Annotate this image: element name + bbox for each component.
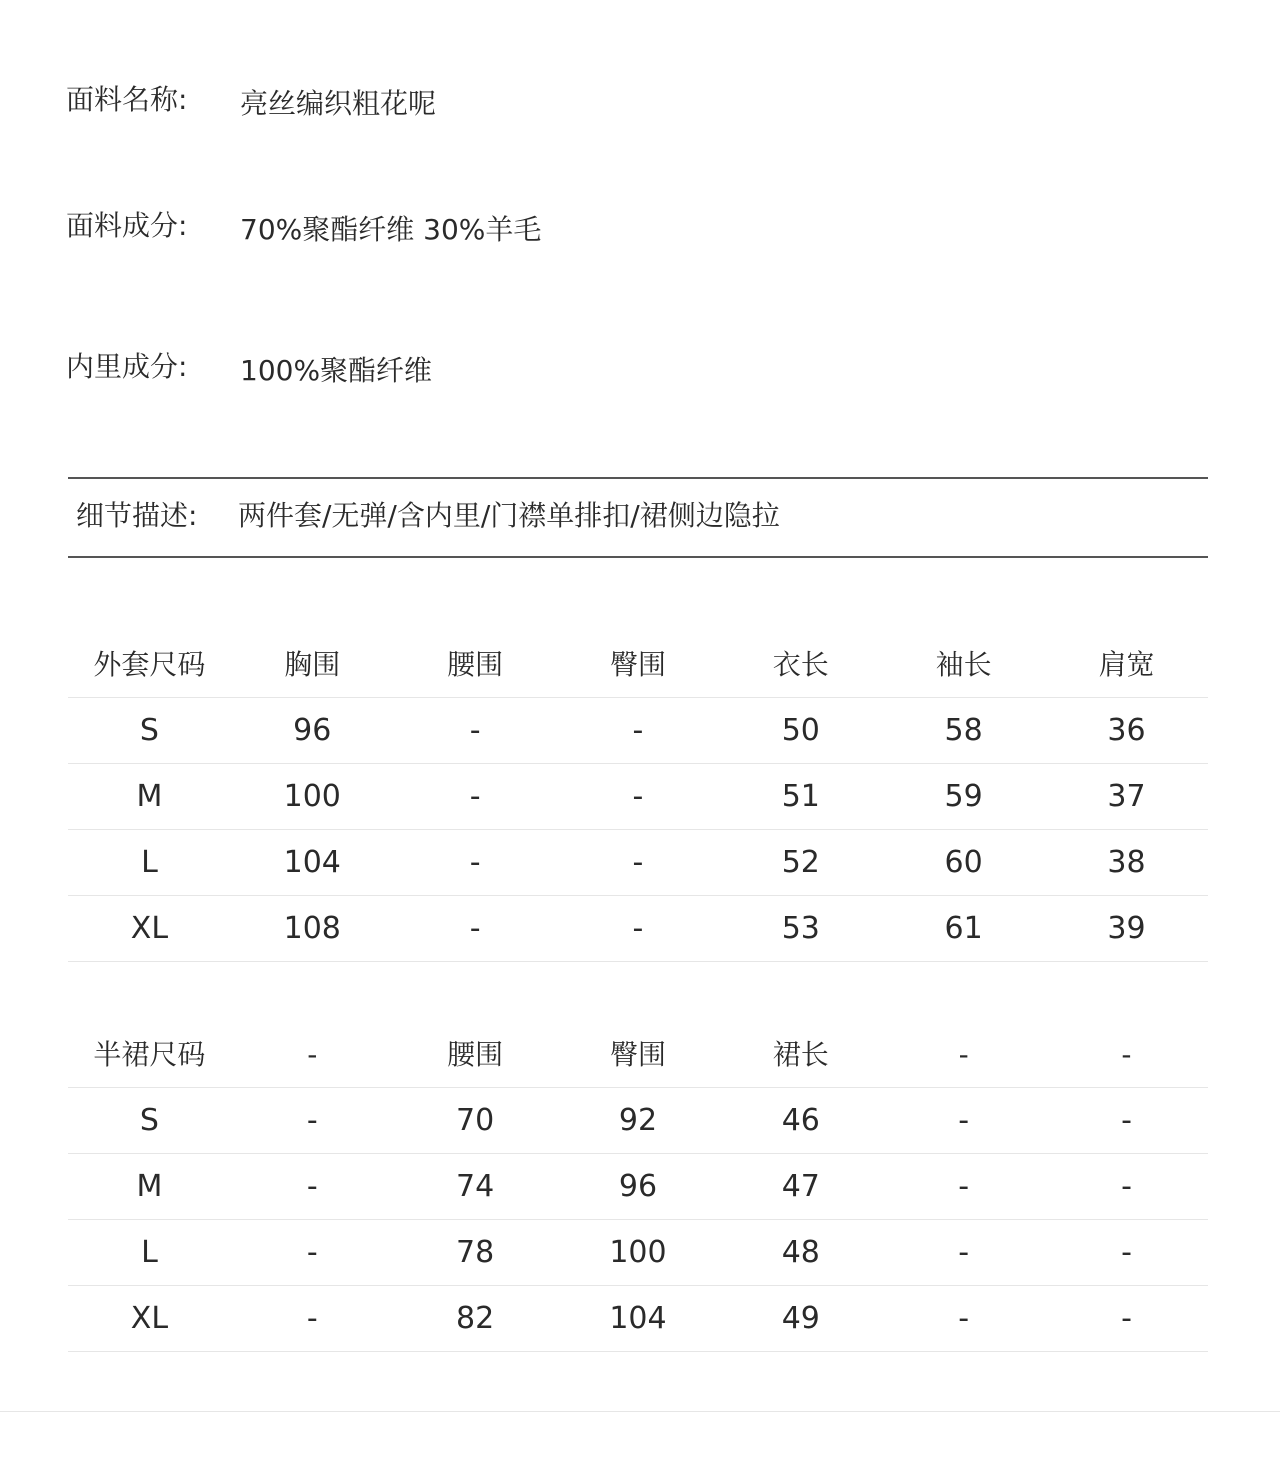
header-cell: 胸围 xyxy=(284,648,341,681)
table-cell: S xyxy=(139,713,159,748)
table-cell: - xyxy=(306,1301,318,1336)
table-cell: 100 xyxy=(609,1235,667,1270)
table-cell: L xyxy=(141,845,158,880)
table-cell: - xyxy=(958,1301,970,1336)
table-cell: 49 xyxy=(781,1301,820,1336)
table-cell: 104 xyxy=(609,1301,667,1336)
detail-top-divider xyxy=(68,477,1208,479)
fabric-composition-label: 面料成分: xyxy=(66,209,188,242)
lining-composition-label: 内里成分: xyxy=(66,350,188,383)
table-cell: - xyxy=(1121,1103,1132,1138)
table-cell: M xyxy=(136,1169,163,1204)
table-cell: 53 xyxy=(781,911,820,946)
table-cell: 70 xyxy=(456,1103,495,1138)
table-row xyxy=(68,1220,1208,1286)
header-cell: 外套尺码 xyxy=(93,648,206,681)
table-cell: 74 xyxy=(456,1169,495,1204)
skirt-size-table xyxy=(68,1022,1208,1352)
table-cell: 82 xyxy=(456,1301,495,1336)
table-cell: 61 xyxy=(944,911,983,946)
table-row xyxy=(68,1286,1208,1352)
detail-row xyxy=(0,496,1280,536)
table-cell: 47 xyxy=(781,1169,820,1204)
table-cell: - xyxy=(632,779,644,814)
table-cell: L xyxy=(141,1235,158,1270)
fabric-composition-row xyxy=(0,206,1280,246)
table-row xyxy=(68,698,1208,764)
table-cell: 37 xyxy=(1107,779,1146,814)
table-cell: 104 xyxy=(283,845,341,880)
table-cell: - xyxy=(469,845,481,880)
header-cell: - xyxy=(1121,1038,1132,1071)
table-cell: 38 xyxy=(1107,845,1146,880)
table-cell: - xyxy=(1121,1235,1132,1270)
header-cell: 臀围 xyxy=(609,648,666,681)
table-cell: 48 xyxy=(781,1235,820,1270)
table-cell: 52 xyxy=(781,845,820,880)
table-cell: - xyxy=(306,1103,318,1138)
table-cell: XL xyxy=(130,1301,169,1336)
header-cell: 肩宽 xyxy=(1098,648,1155,681)
table-cell: - xyxy=(958,1103,970,1138)
header-cell: 臀围 xyxy=(609,1038,666,1071)
table-cell: 92 xyxy=(618,1103,658,1138)
table-cell: - xyxy=(469,713,481,748)
table-cell: 108 xyxy=(283,911,341,946)
header-cell: 腰围 xyxy=(447,648,504,681)
table-row xyxy=(68,1088,1208,1154)
lining-composition-row xyxy=(0,347,1280,387)
fabric-name-label: 面料名称: xyxy=(66,83,188,116)
table-cell: 96 xyxy=(293,713,332,748)
table-cell: - xyxy=(306,1169,318,1204)
header-cell: - xyxy=(307,1038,318,1071)
table-cell: - xyxy=(632,911,644,946)
fabric-name-row xyxy=(0,80,1280,120)
table-cell: - xyxy=(632,845,644,880)
table-row xyxy=(68,896,1208,962)
table-cell: 96 xyxy=(618,1169,658,1204)
table-cell: 39 xyxy=(1107,911,1146,946)
header-cell: 半裙尺码 xyxy=(93,1038,206,1071)
table-cell: - xyxy=(632,713,644,748)
table-row xyxy=(68,1154,1208,1220)
table-cell: 36 xyxy=(1107,713,1146,748)
jacket-size-table xyxy=(68,632,1208,962)
table-cell: 58 xyxy=(944,713,983,748)
lining-composition-value: 100%聚酯纤维 xyxy=(240,354,433,387)
table-cell: S xyxy=(139,1103,159,1138)
table-cell: 78 xyxy=(456,1235,495,1270)
table-cell: - xyxy=(306,1235,318,1270)
table-cell: - xyxy=(469,911,481,946)
table-cell: - xyxy=(469,779,481,814)
table-cell: - xyxy=(958,1235,970,1270)
table-cell: 100 xyxy=(283,779,341,814)
table-cell: 51 xyxy=(781,779,820,814)
table-header-row xyxy=(68,1022,1208,1088)
detail-label: 细节描述: xyxy=(76,499,198,532)
fabric-composition-value: 70%聚酯纤维 30%羊毛 xyxy=(240,213,542,246)
table-cell: - xyxy=(1121,1169,1132,1204)
table-cell: XL xyxy=(130,911,169,946)
header-cell: 腰围 xyxy=(447,1038,504,1071)
header-cell: 裙长 xyxy=(772,1038,829,1071)
table-cell: - xyxy=(1121,1301,1132,1336)
page-bottom-divider xyxy=(0,1411,1280,1412)
table-cell: 59 xyxy=(944,779,983,814)
table-cell: 50 xyxy=(781,713,820,748)
detail-value: 两件套/无弹/含内里/门襟单排扣/裙侧边隐拉 xyxy=(238,499,780,532)
table-cell: 60 xyxy=(944,845,983,880)
header-cell: 袖长 xyxy=(935,648,992,681)
table-cell: M xyxy=(136,779,163,814)
header-cell: - xyxy=(958,1038,969,1071)
table-cell: - xyxy=(958,1169,970,1204)
fabric-name-value: 亮丝编织粗花呢 xyxy=(240,87,437,120)
header-cell: 衣长 xyxy=(772,648,829,681)
table-row xyxy=(68,830,1208,896)
table-cell: 46 xyxy=(781,1103,820,1138)
table-row xyxy=(68,764,1208,830)
detail-bottom-divider xyxy=(68,556,1208,558)
table-header-row xyxy=(68,632,1208,698)
